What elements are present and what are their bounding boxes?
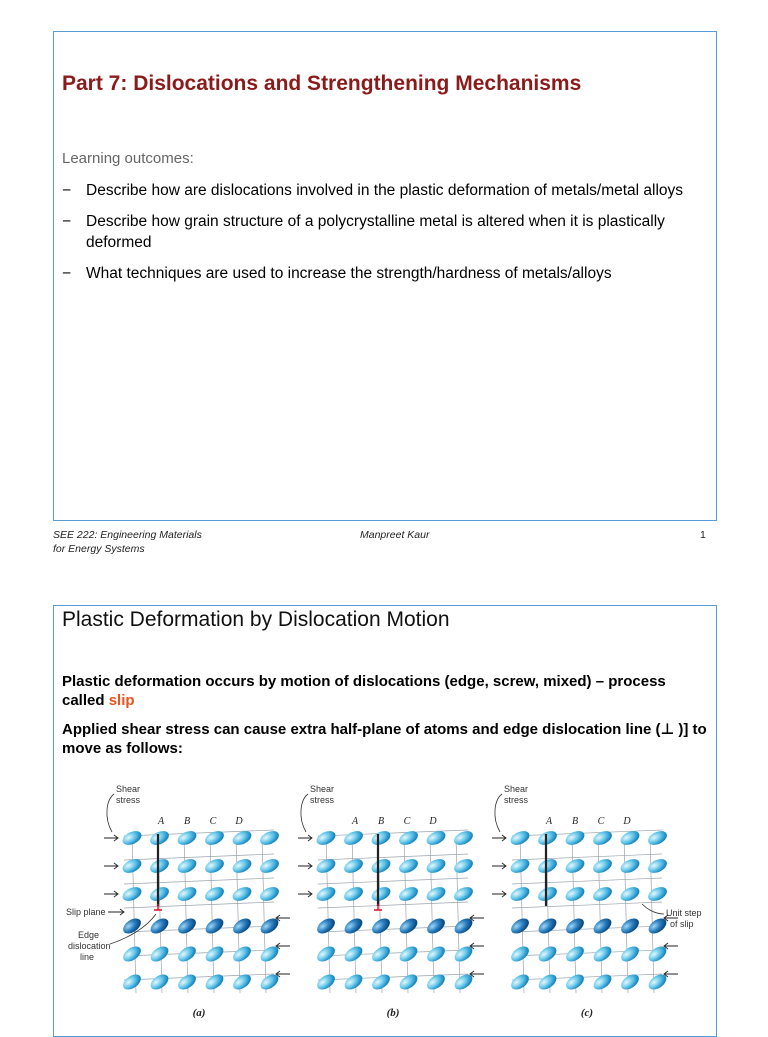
learning-outcomes-heading: Learning outcomes: xyxy=(62,150,194,167)
atom xyxy=(397,915,420,936)
atom xyxy=(618,884,641,903)
atom xyxy=(591,971,614,992)
atom xyxy=(203,971,226,992)
slide-1-title: Part 7: Dislocations and Strengthening Mechanisms xyxy=(62,72,582,95)
bullet-dash: − xyxy=(62,265,72,282)
edge-dislocation-label: Edge xyxy=(78,930,100,940)
footer-course-line1: SEE 222: Engineering Materials xyxy=(53,529,202,541)
shear-stress-label: Shear xyxy=(310,784,335,794)
atom xyxy=(452,856,475,875)
column-label: A xyxy=(545,816,553,827)
bullet-dash: − xyxy=(62,213,72,230)
outcomes-list xyxy=(62,180,702,294)
atom xyxy=(258,828,281,847)
footer-author: Manpreet Kaur xyxy=(360,529,430,541)
atom xyxy=(424,915,447,936)
atom xyxy=(314,971,337,992)
atom xyxy=(646,856,669,875)
leader-line xyxy=(642,904,664,914)
atom xyxy=(314,884,337,903)
arrow-icon xyxy=(492,863,506,869)
atom xyxy=(646,884,669,903)
atom xyxy=(258,915,281,936)
arrow-icon xyxy=(470,943,484,949)
atom xyxy=(563,856,586,875)
slide-1 xyxy=(53,31,717,521)
footer-page-number: 1 xyxy=(700,529,706,541)
atom xyxy=(203,884,226,903)
outcome-item xyxy=(62,180,702,201)
slip-paragraph-text: Plastic deformation occurs by motion of dislocations (edge, screw, mixed) – process called xyxy=(62,673,666,709)
arrow-icon xyxy=(298,863,312,869)
atom xyxy=(314,943,337,964)
arrow-icon xyxy=(492,891,506,897)
atom xyxy=(369,971,392,992)
arrow-icon xyxy=(298,891,312,897)
lattice-panel xyxy=(298,784,484,1019)
atom xyxy=(258,943,281,964)
atom xyxy=(120,971,143,992)
atom xyxy=(452,884,475,903)
arrow-icon xyxy=(470,971,484,977)
arrow-icon xyxy=(664,943,678,949)
atom xyxy=(203,915,226,936)
atom xyxy=(369,828,392,847)
slip-paragraph xyxy=(62,672,712,710)
atom xyxy=(148,915,171,936)
atom xyxy=(536,971,559,992)
outcome-text: Describe how are dislocations involved in the plastic deformation of metals/metal alloys xyxy=(86,182,684,199)
leader-line xyxy=(107,794,114,832)
atom xyxy=(397,884,420,903)
atom xyxy=(591,856,614,875)
atom xyxy=(175,884,198,903)
atom xyxy=(508,915,531,936)
unit-step-label: Unit step xyxy=(666,908,702,918)
atom xyxy=(563,828,586,847)
figure-panels xyxy=(66,784,702,1019)
atom xyxy=(591,915,614,936)
atom xyxy=(203,828,226,847)
atom xyxy=(258,856,281,875)
arrow-icon xyxy=(276,971,290,977)
atom xyxy=(120,915,143,936)
unit-step-label: of slip xyxy=(670,919,694,929)
lattice-lines xyxy=(124,830,274,993)
atom xyxy=(424,943,447,964)
atom xyxy=(342,971,365,992)
atom xyxy=(230,915,253,936)
panel-caption: (b) xyxy=(386,1007,400,1019)
atom xyxy=(618,943,641,964)
atom xyxy=(508,943,531,964)
column-label: B xyxy=(183,816,191,827)
shear-stress-label: stress xyxy=(116,795,141,805)
shear-stress-label: Shear xyxy=(116,784,141,794)
atom xyxy=(563,884,586,903)
outcome-text: What techniques are used to increase the strength/hardness of metals/alloys xyxy=(86,265,612,282)
atom xyxy=(175,828,198,847)
atom xyxy=(369,856,392,875)
outcome-item xyxy=(62,263,702,284)
slip-highlight: slip xyxy=(108,692,135,709)
atom xyxy=(397,828,420,847)
footer-course-line2: for Energy Systems xyxy=(53,543,145,555)
atom xyxy=(508,971,531,992)
leader-line xyxy=(495,794,502,832)
atom xyxy=(175,856,198,875)
column-label: B xyxy=(571,816,579,827)
atom xyxy=(452,943,475,964)
lattice-panel xyxy=(492,784,678,1019)
atom xyxy=(120,943,143,964)
panel-caption: (a) xyxy=(192,1007,206,1019)
atom xyxy=(452,828,475,847)
edge-dislocation-label: line xyxy=(80,952,95,962)
arrow-icon xyxy=(276,943,290,949)
bullet-dash: − xyxy=(62,182,72,199)
column-label: C xyxy=(209,816,217,827)
edge-dislocation-label: dislocation xyxy=(68,941,111,951)
column-label: D xyxy=(429,816,437,827)
slide-2-title: Plastic Deformation by Dislocation Motion xyxy=(62,608,450,631)
atom xyxy=(424,856,447,875)
column-label: D xyxy=(623,816,631,827)
arrow-icon xyxy=(664,971,678,977)
atom xyxy=(120,884,143,903)
leader-line xyxy=(301,794,308,832)
atom xyxy=(230,856,253,875)
lattice-lines xyxy=(318,830,468,993)
atom xyxy=(563,971,586,992)
outcome-text: Describe how grain structure of a polycrystalline metal is altered when it is plastically deformed xyxy=(86,213,665,251)
arrow-icon xyxy=(492,835,506,841)
atom xyxy=(397,856,420,875)
column-label: D xyxy=(235,816,243,827)
atom xyxy=(203,943,226,964)
atom xyxy=(646,915,669,936)
atom xyxy=(397,971,420,992)
atom xyxy=(646,943,669,964)
atom xyxy=(397,943,420,964)
dislocation-symbol-icon xyxy=(374,904,382,910)
atom xyxy=(369,884,392,903)
atom xyxy=(314,915,337,936)
arrow-icon xyxy=(104,863,118,869)
atom xyxy=(508,884,531,903)
atom xyxy=(591,943,614,964)
column-label: A xyxy=(157,816,165,827)
shear-paragraph: Applied shear stress can cause extra half-plane of atoms and edge dislocation line (⊥ )] to move as follows: xyxy=(62,721,707,757)
atom xyxy=(424,971,447,992)
atom xyxy=(369,915,392,936)
atom xyxy=(646,828,669,847)
column-label: C xyxy=(403,816,411,827)
atom xyxy=(618,915,641,936)
atom xyxy=(148,971,171,992)
atom xyxy=(618,971,641,992)
panel-caption: (c) xyxy=(580,1007,594,1019)
lattice-lines xyxy=(512,830,662,993)
outcome-item xyxy=(62,211,702,253)
arrow-icon xyxy=(298,835,312,841)
shear-stress-label: Shear xyxy=(504,784,529,794)
column-label: A xyxy=(351,816,359,827)
column-label: C xyxy=(597,816,605,827)
atom xyxy=(342,915,365,936)
atom xyxy=(148,828,171,847)
atom xyxy=(175,971,198,992)
atom xyxy=(591,884,614,903)
arrow-icon xyxy=(104,891,118,897)
atom xyxy=(452,915,475,936)
atom xyxy=(203,856,226,875)
atom xyxy=(258,884,281,903)
atom xyxy=(342,828,365,847)
atom xyxy=(591,828,614,847)
dislocation-motion-figure xyxy=(66,778,702,1023)
slip-plane-label: Slip plane xyxy=(66,907,106,917)
atom xyxy=(230,884,253,903)
lattice-panel xyxy=(104,784,290,1019)
atom xyxy=(563,915,586,936)
atom xyxy=(618,856,641,875)
column-label: B xyxy=(377,816,385,827)
arrow-icon xyxy=(104,835,118,841)
atom xyxy=(424,884,447,903)
footer-course xyxy=(53,528,233,556)
arrow-icon xyxy=(108,909,124,915)
shear-stress-label: stress xyxy=(310,795,335,805)
atom xyxy=(230,971,253,992)
arrow-icon xyxy=(276,915,290,921)
atom xyxy=(536,828,559,847)
atom xyxy=(175,915,198,936)
arrow-icon xyxy=(470,915,484,921)
atom xyxy=(536,915,559,936)
shear-stress-label: stress xyxy=(504,795,529,805)
atom xyxy=(230,943,253,964)
slide-2 xyxy=(53,605,717,1037)
